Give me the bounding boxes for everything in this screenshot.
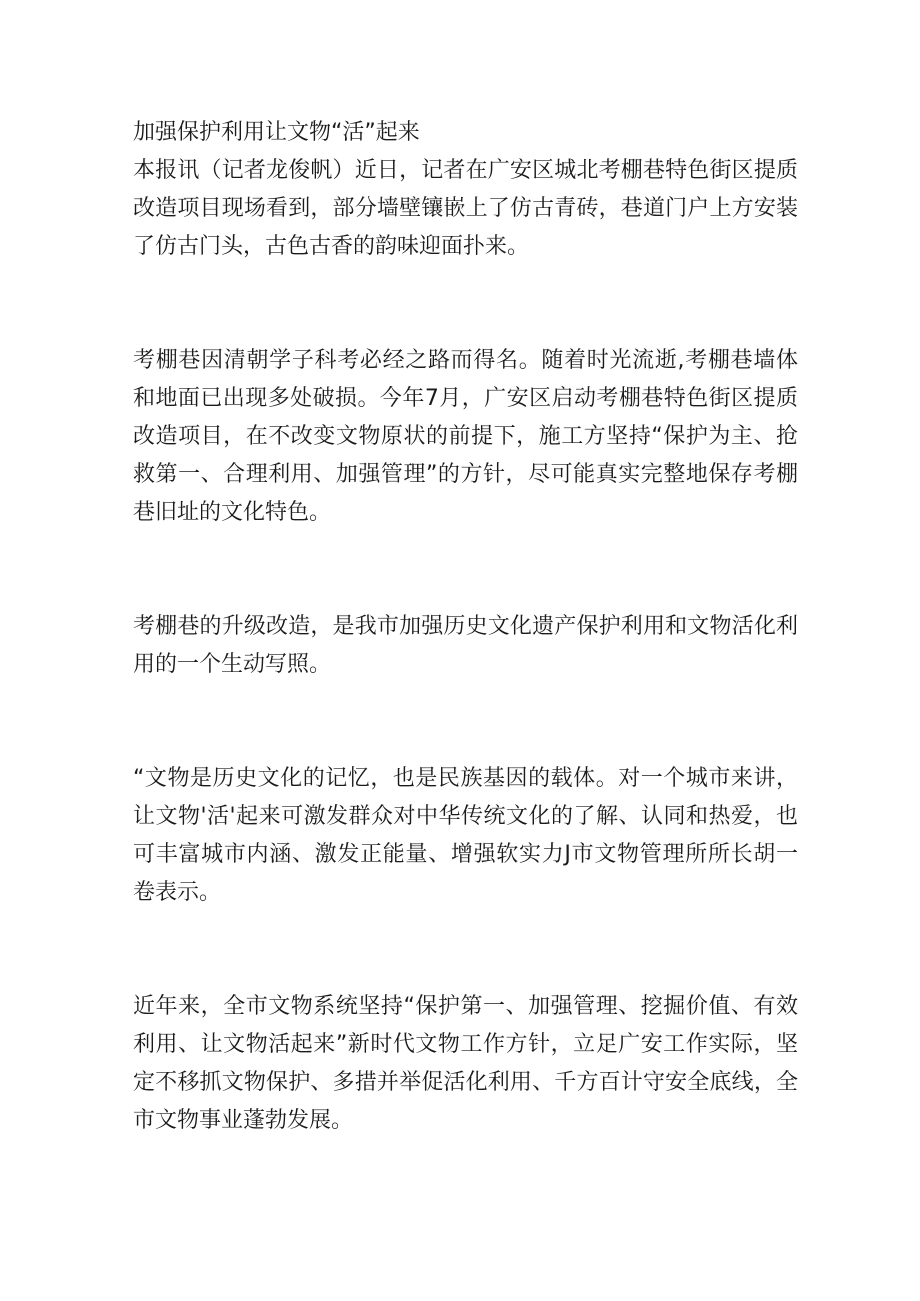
paragraph-gap	[133, 532, 798, 608]
paragraph-4: “文物是历史文化的记忆，也是民族基因的载体。对一个城市来讲，让文物'活'起来可激发群众对中华传统文化的了解、认同和热爱，也可丰富城市内涵、激发正能量、增强软实力J市文物管理所所长胡一卷表示。	[133, 766, 798, 905]
paragraph-gap	[133, 684, 798, 760]
article-title: 加强保护利用让文物“活”起来	[133, 120, 420, 145]
paragraph-5: 近年来，全市文物系统坚持“保护第一、加强管理、挖掘价值、有效利用、让文物活起来”新时代文物工作方针，立足广安工作实际，坚定不移抓文物保护、多措并举促活化利用、千方百计守安全底线，全市文物事业蓬勃发展。	[133, 994, 798, 1133]
paragraph-3: 考棚巷的升级改造，是我市加强历史文化遗产保护利用和文物活化利用的一个生动写照。	[133, 614, 798, 677]
paragraph-gap	[133, 266, 798, 342]
paragraph-gap	[133, 912, 798, 988]
document-page	[133, 114, 798, 1140]
paragraph-2: 考棚巷因清朝学子科考必经之路而得名。随着时光流逝,考棚巷墙体和地面已出现多处破损。今年7月，广安区启动考棚巷特色街区提质改造项目，在不改变文物原状的前提下，施工方坚持“保护为主、抢救第一、合理利用、加强管理”的方针，尽可能真实完整地保存考棚巷旧址的文化特色。	[133, 348, 798, 525]
paragraph-1: 本报讯（记者龙俊帆）近日，记者在广安区城北考棚巷特色街区提质改造项目现场看到，部分墙壁镶嵌上了仿古青砖，巷道门户上方安装了仿古门头，古色古香的韵味迎面扑来。	[133, 158, 798, 259]
